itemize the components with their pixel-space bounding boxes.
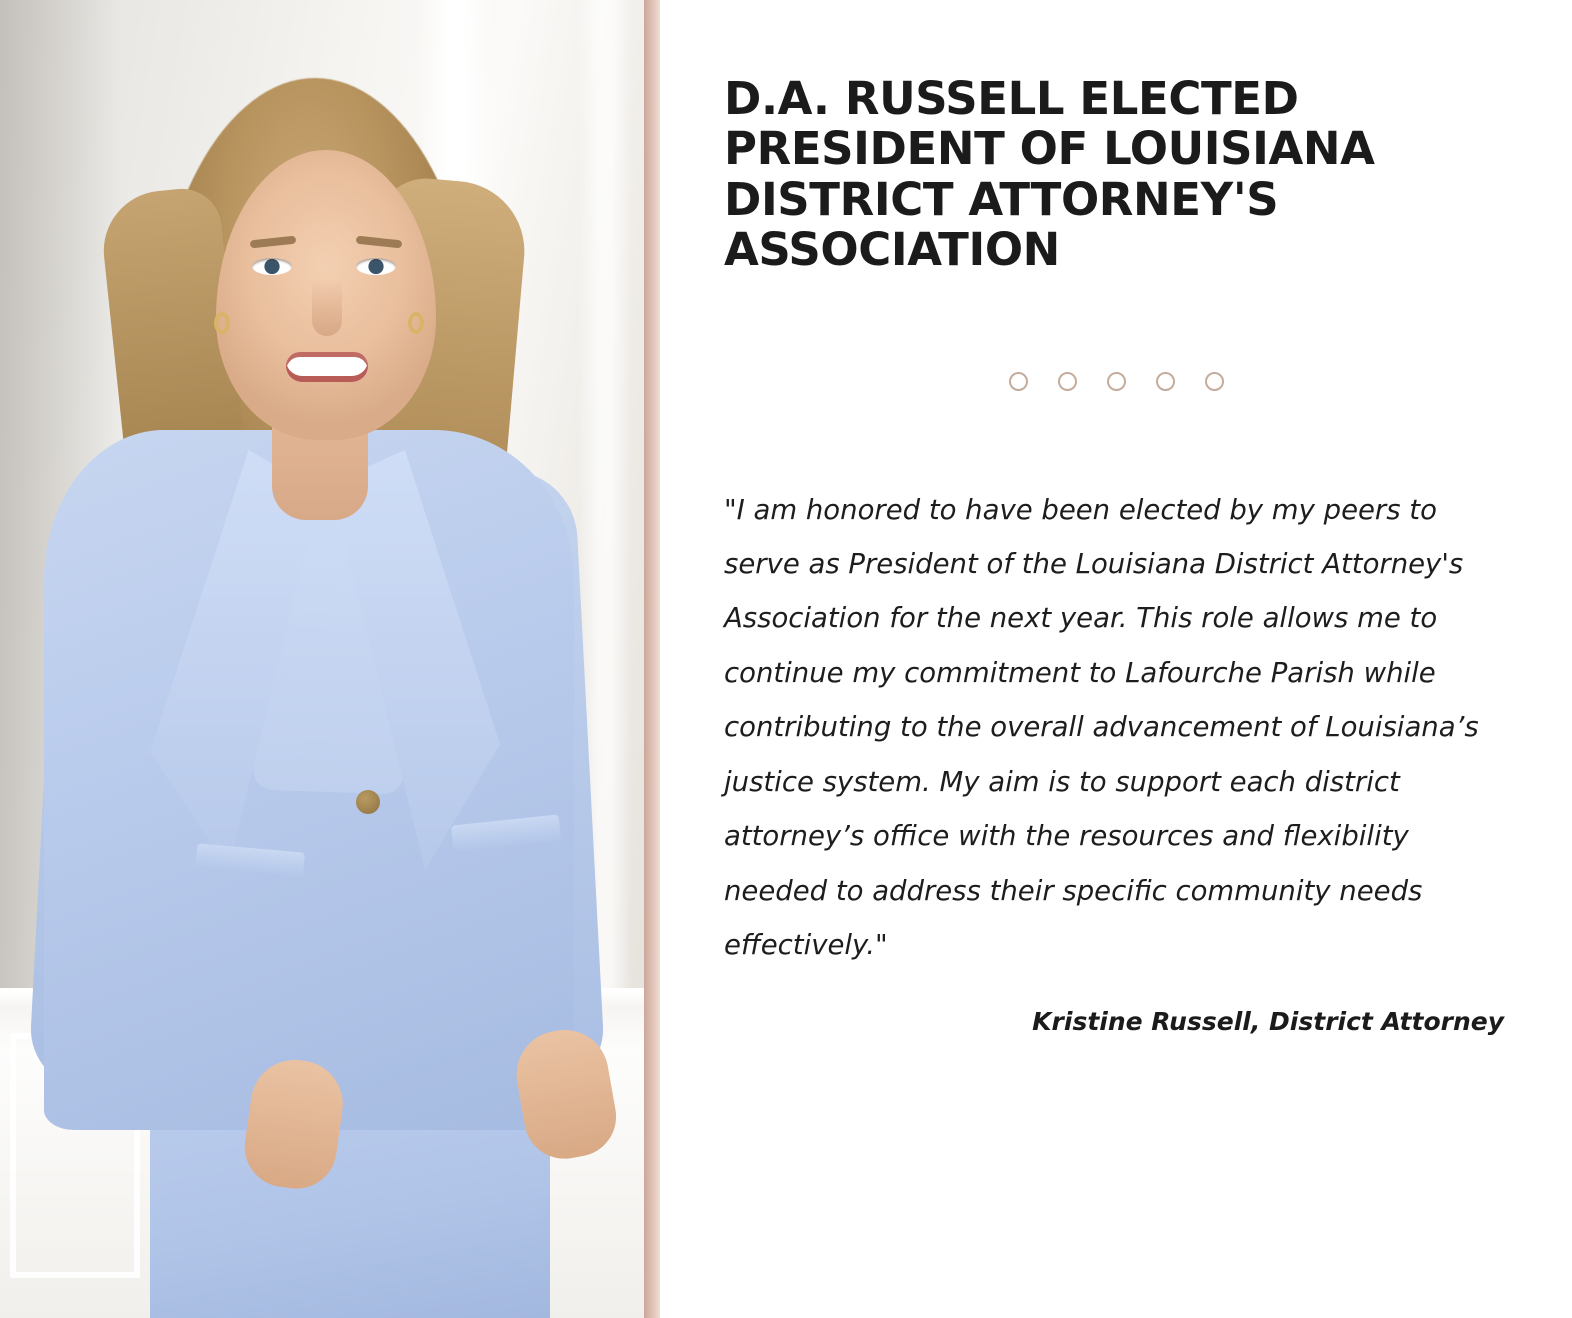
subject-eye-right xyxy=(356,258,396,275)
ornament-dots xyxy=(724,372,1508,391)
circle-outline-icon xyxy=(1009,372,1028,391)
subject-earring-left xyxy=(214,312,230,334)
quote-attribution: Kristine Russell, District Attorney xyxy=(1032,1006,1504,1036)
circle-outline-icon xyxy=(1058,372,1077,391)
circle-outline-icon xyxy=(1107,372,1126,391)
content-pane xyxy=(666,0,1572,1318)
subject-eye-left xyxy=(252,258,292,275)
subject-nose xyxy=(312,280,342,336)
portrait-photo xyxy=(0,0,660,1318)
subject-earring-right xyxy=(408,312,424,334)
photo-accent-seam xyxy=(644,0,660,1318)
quote-text: "I am honored to have been elected by my peers to serve as President of the Louisiana District Attorney's Association for the next year. This role allows me to continue my commitment to Lafourche Parish while contributing to the overall advancement of Louisiana’s justice system. My aim is to support each district attorney’s office with the resources and flexibility needed to address their specific community needs effectively." xyxy=(724,493,1479,962)
portrait-subject-figure xyxy=(0,0,660,1318)
circle-outline-icon xyxy=(1156,372,1175,391)
circle-outline-icon xyxy=(1205,372,1224,391)
page-title: D.A. RUSSELL ELECTED PRESIDENT OF LOUISIANA DISTRICT ATTORNEY'S ASSOCIATION xyxy=(724,72,1375,277)
subject-smile xyxy=(286,352,368,382)
subject-jacket-button xyxy=(356,790,380,814)
